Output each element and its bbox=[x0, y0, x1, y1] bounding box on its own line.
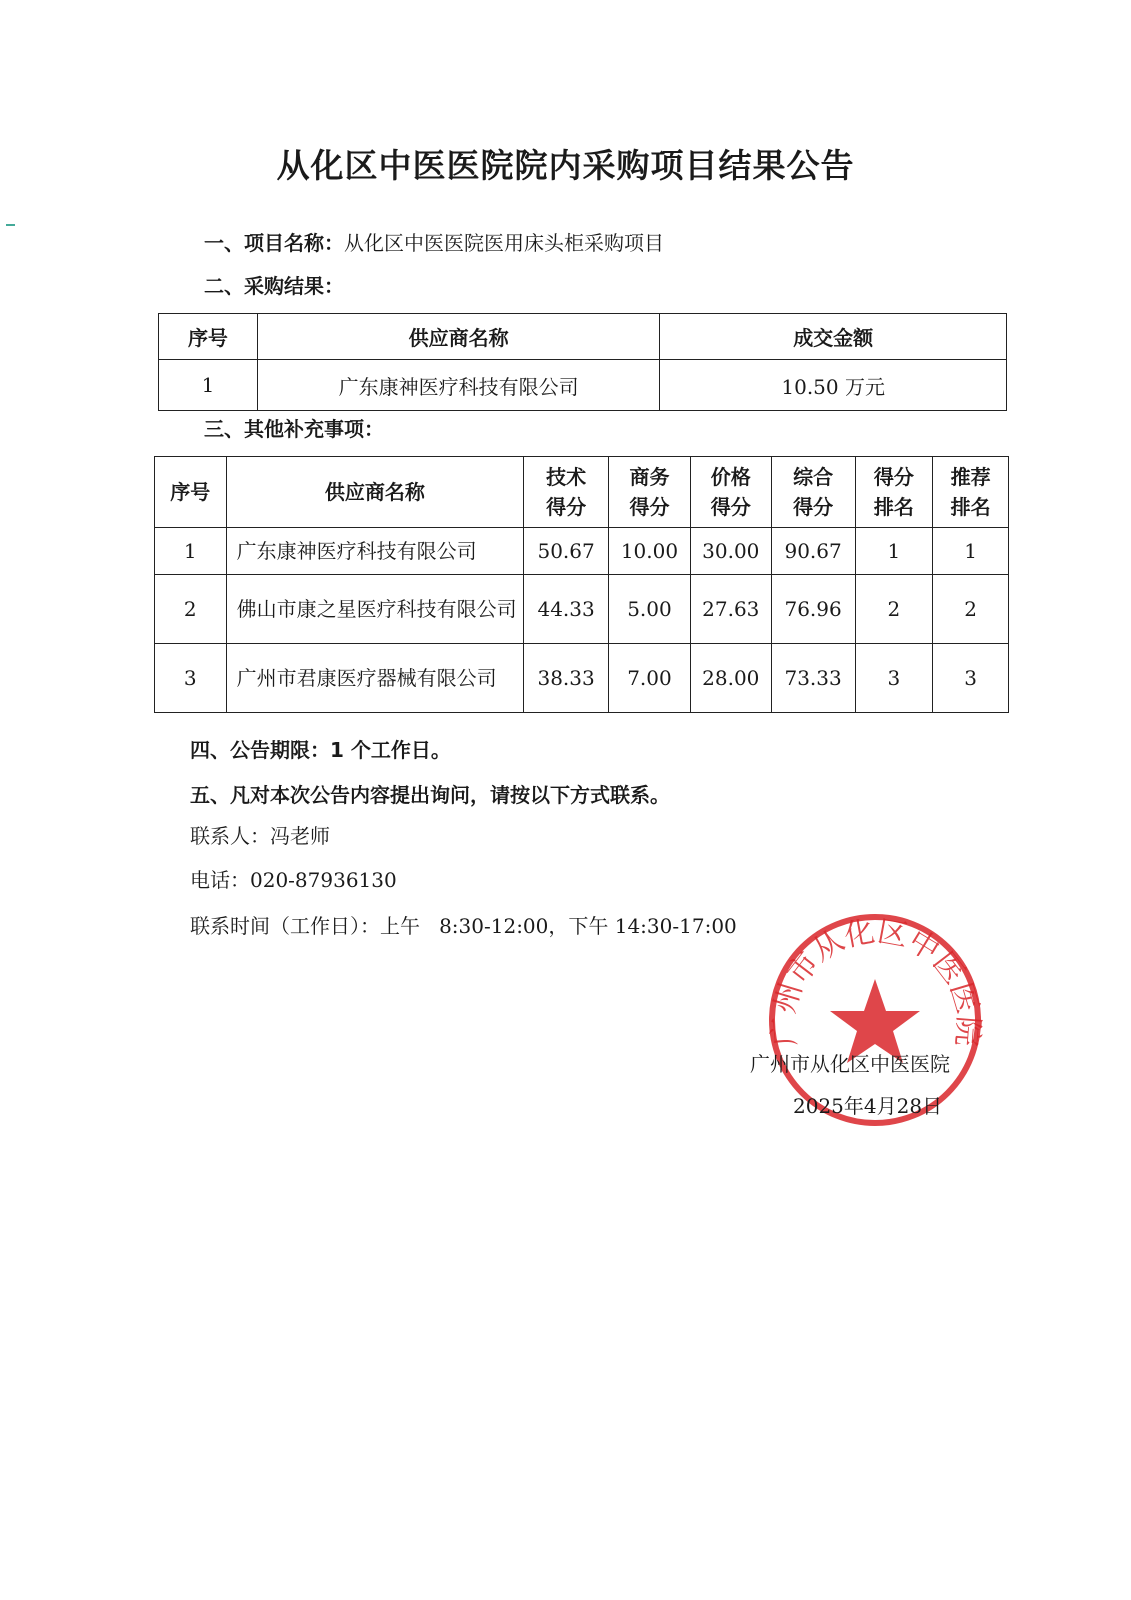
table-cell: 27.63 bbox=[690, 575, 771, 644]
contact-hours: 联系时间（工作日）：上午 8:30-12:00，下午 14:30-17:00 bbox=[190, 914, 737, 938]
header-cell: 成交金额 bbox=[660, 314, 1007, 360]
table-cell: 3 bbox=[933, 644, 1009, 713]
header-cell: 技术 得分 bbox=[524, 457, 609, 528]
project-name-line bbox=[204, 227, 664, 256]
table-row bbox=[155, 644, 1009, 713]
project-name-label: 一、项目名称： bbox=[204, 231, 344, 255]
header-cell: 综合 得分 bbox=[771, 457, 855, 528]
table-row bbox=[155, 575, 1009, 644]
table-cell: 佛山市康之星医疗科技有限公司 bbox=[226, 575, 524, 644]
table-cell: 28.00 bbox=[690, 644, 771, 713]
table-cell: 2 bbox=[155, 575, 227, 644]
table-cell: 44.33 bbox=[524, 575, 609, 644]
inquiry-heading: 五、凡对本次公告内容提出询问，请按以下方式联系。 bbox=[190, 783, 670, 807]
table-row bbox=[155, 528, 1009, 575]
table-cell: 广东康神医疗科技有限公司 bbox=[226, 528, 524, 575]
notice-period: 四、公告期限：1 个工作日。 bbox=[190, 738, 451, 762]
scan-mark bbox=[6, 224, 15, 226]
header-cell: 供应商名称 bbox=[226, 457, 524, 528]
header-cell: 序号 bbox=[159, 314, 258, 360]
result-table bbox=[158, 313, 1007, 411]
score-table bbox=[154, 456, 1009, 713]
table-cell: 3 bbox=[855, 644, 933, 713]
table-cell: 广东康神医疗科技有限公司 bbox=[257, 360, 659, 411]
table-cell: 10.00 bbox=[609, 528, 691, 575]
table-cell: 2 bbox=[933, 575, 1009, 644]
table-cell: 1 bbox=[159, 360, 258, 411]
table-cell: 1 bbox=[855, 528, 933, 575]
table-cell: 50.67 bbox=[524, 528, 609, 575]
table-cell: 5.00 bbox=[609, 575, 691, 644]
contact-person: 联系人：冯老师 bbox=[190, 824, 330, 848]
procurement-result-heading: 二、采购结果： bbox=[204, 274, 344, 298]
header-cell: 推荐 排名 bbox=[933, 457, 1009, 528]
header-cell: 供应商名称 bbox=[257, 314, 659, 360]
signature-org: 广州市从化区中医医院 bbox=[750, 1052, 950, 1076]
table-cell: 90.67 bbox=[771, 528, 855, 575]
table-cell: 73.33 bbox=[771, 644, 855, 713]
table-cell: 7.00 bbox=[609, 644, 691, 713]
header-cell: 序号 bbox=[155, 457, 227, 528]
table-cell: 1 bbox=[155, 528, 227, 575]
header-cell: 得分 排名 bbox=[855, 457, 933, 528]
page-title: 从化区中医医院院内采购项目结果公告 bbox=[276, 146, 855, 185]
table-cell: 1 bbox=[933, 528, 1009, 575]
signature-date: 2025年4月28日 bbox=[793, 1094, 943, 1118]
header-cell: 商务 得分 bbox=[609, 457, 691, 528]
project-name-value: 从化区中医医院医用床头柜采购项目 bbox=[344, 231, 664, 255]
contact-phone: 电话：020-87936130 bbox=[190, 868, 397, 892]
table-cell: 10.50 万元 bbox=[660, 360, 1007, 411]
table-cell: 76.96 bbox=[771, 575, 855, 644]
table-cell: 2 bbox=[855, 575, 933, 644]
result-table-header bbox=[159, 314, 1007, 360]
table-cell: 38.33 bbox=[524, 644, 609, 713]
supplementary-heading: 三、其他补充事项： bbox=[204, 417, 384, 441]
seal-text: 广州市从化区中医医院 bbox=[766, 914, 986, 1048]
table-cell: 广州市君康医疗器械有限公司 bbox=[226, 644, 524, 713]
header-cell: 价格 得分 bbox=[690, 457, 771, 528]
table-cell: 30.00 bbox=[690, 528, 771, 575]
table-cell: 3 bbox=[155, 644, 227, 713]
score-table-header bbox=[155, 457, 1009, 528]
table-row bbox=[159, 360, 1007, 411]
